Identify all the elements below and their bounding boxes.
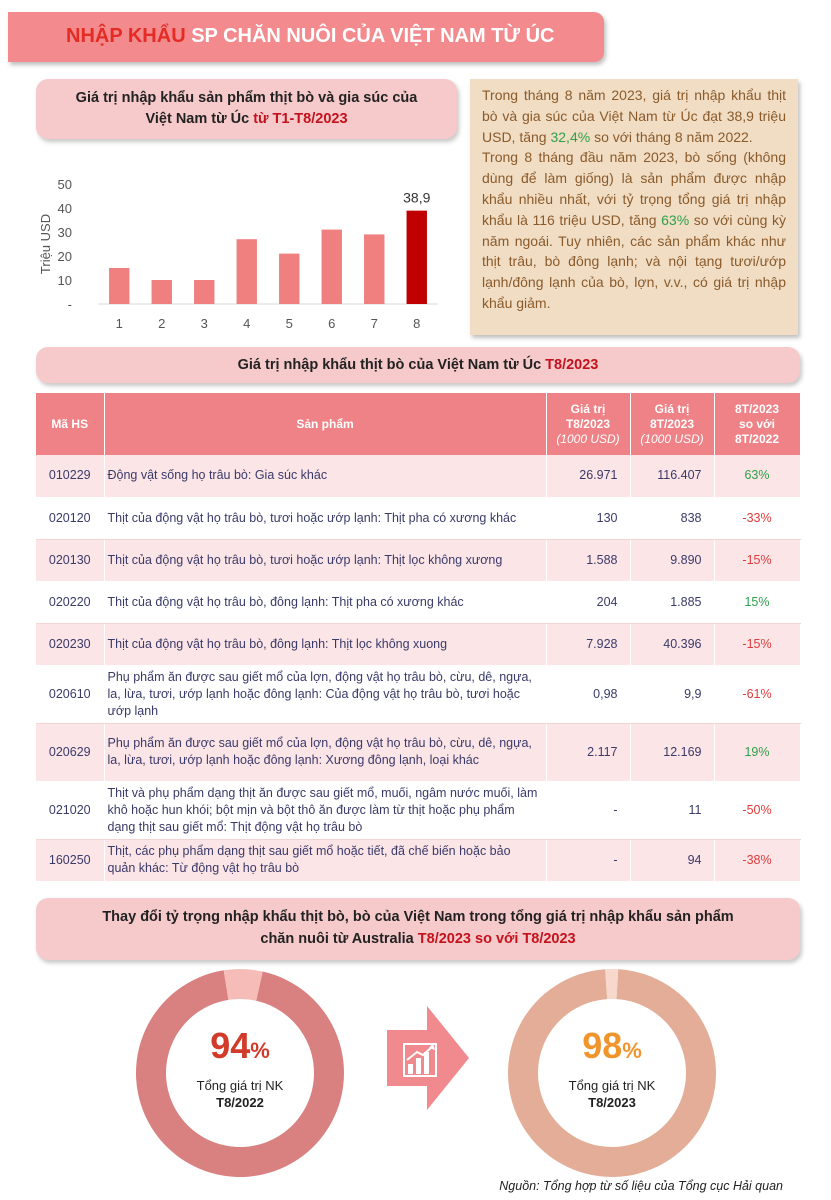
cell-change: 15% [714, 581, 800, 623]
header-value-8m [630, 393, 714, 455]
header-value-t8-l1: Giá trị [570, 401, 606, 416]
bar-chart-title-highlight: từ T1-T8/2023 [253, 111, 348, 127]
share-title-highlight: T8/2023 so với T8/2023 [417, 931, 576, 947]
cell-hs: 020629 [36, 723, 104, 781]
cell-hs: 020220 [36, 581, 104, 623]
cell-hs: 160250 [36, 839, 104, 881]
share-title-line2-text: chăn nuôi từ Australia [260, 931, 418, 947]
cell-change: 63% [714, 455, 800, 497]
summary-p2-pct: 63% [661, 211, 690, 228]
cell-value-t8: 204 [546, 581, 630, 623]
header-value-8m-unit: (1000 USD) [640, 431, 704, 446]
import-table-wrap [36, 393, 800, 882]
cell-value-t8: 130 [546, 497, 630, 539]
bar-chart-xtick: 6 [328, 316, 336, 331]
bar-month-2 [152, 280, 172, 304]
bar-month-1 [109, 268, 129, 304]
header-value-t8 [546, 393, 630, 455]
donut-slice-rest [605, 969, 618, 999]
cell-value-t8: 0,98 [546, 665, 630, 723]
header-change-l2: so với [739, 416, 775, 431]
bar-chart-title [36, 79, 457, 139]
cell-value-8m: 9,9 [630, 665, 714, 723]
donut-value-number-t8-2023: 98 [582, 1025, 623, 1066]
bar-chart-xtick: 3 [200, 316, 208, 331]
summary-p1-text: Trong tháng 8 năm 2023, giá trị nhập khẩu thịt bò và gia súc của Việt Nam từ Úc đạt 38,9 triệu USD, tăng [482, 87, 786, 145]
header-change-l3: 8T/2022 [734, 431, 780, 446]
cell-value-8m: 1.885 [630, 581, 714, 623]
donut-caption-t8-2023: Tổng giá trị NK [568, 1078, 656, 1093]
cell-change: -33% [714, 497, 800, 539]
header-product: Sản phẩm [104, 393, 546, 455]
cell-product: Thịt của động vật họ trâu bò, tươi hoặc ướp lạnh: Thịt lọc không xương [104, 539, 546, 581]
donut-label-t8-2022 [160, 1026, 320, 1111]
cell-hs: 020230 [36, 623, 104, 665]
bar-month-3 [194, 280, 214, 304]
header-value-t8-unit: (1000 USD) [556, 431, 620, 446]
share-title-line1: Thay đổi tỷ trọng nhập khẩu thịt bò, bò của Việt Nam trong tổng giá trị nhập khẩu sản phẩm [102, 909, 734, 925]
cell-product: Thịt và phụ phẩm dạng thịt ăn được sau giết mổ, muối, ngâm nước muối, làm khô hoặc hun khói; bột mịn và bột thô ăn được làm từ thịt hoặc phụ phẩm dạng thịt sau giết mổ: Thịt động vật họ trâu bò [104, 781, 546, 839]
cell-value-t8: 1.588 [546, 539, 630, 581]
page-title-highlight: NHẬP KHẨU [66, 25, 186, 47]
summary-paragraph-2 [482, 147, 786, 313]
share-title [36, 898, 800, 960]
cell-value-t8: 2.117 [546, 723, 630, 781]
summary-p2-text: Trong 8 tháng đầu năm 2023, bò sống (không dùng để làm giống) là sản phẩm được nhập khẩu nhiều nhất, với tỷ trọng tổng giá trị nhập khẩu là 116 triệu USD, tăng [482, 149, 786, 228]
bar-chart-ylabel: Triệu USD [38, 213, 53, 275]
bar-chart-title-line1: Giá trị nhập khẩu sản phẩm thịt bò và gia súc của [75, 90, 418, 106]
page-title [66, 25, 554, 48]
summary-p1-text-end: so với tháng 8 năm 2022. [590, 128, 753, 145]
bar-chart-xtick: 4 [243, 316, 251, 331]
bar-chart-xtick: 8 [413, 316, 421, 331]
cell-change: 19% [714, 723, 800, 781]
cell-value-8m: 11 [630, 781, 714, 839]
cell-value-8m: 12.169 [630, 723, 714, 781]
table-header-row [36, 393, 800, 455]
summary-p1-pct: 32,4% [550, 128, 591, 145]
growth-chart-arrow-icon [387, 1006, 469, 1110]
bar-chart-ytick: 40 [57, 201, 72, 216]
cell-value-8m: 94 [630, 839, 714, 881]
donut-label-t8-2023 [532, 1026, 692, 1111]
cell-hs: 010229 [36, 455, 104, 497]
table-row [36, 839, 800, 881]
table-row [36, 723, 800, 781]
bar-chart-xtick: 2 [158, 316, 166, 331]
header-value-t8-l2: T8/2023 [565, 416, 611, 431]
summary-box [470, 79, 798, 335]
cell-hs: 020130 [36, 539, 104, 581]
table-title-text: Giá trị nhập khẩu thịt bò của Việt Nam từ Úc [237, 357, 546, 373]
bar-month-8 [407, 211, 427, 304]
donut-value-number-t8-2022: 94 [210, 1025, 251, 1066]
table-row [36, 623, 800, 665]
page-title-rest: SP CHĂN NUÔI CỦA VIỆT NAM TỪ ÚC [185, 25, 555, 47]
source-note: Nguồn: Tổng hợp từ số liệu của Tổng cục Hải quan [499, 1179, 783, 1193]
cell-product: Thịt của động vật họ trâu bò, đông lạnh: Thịt pha có xương khác [104, 581, 546, 623]
table-title-highlight: T8/2023 [545, 357, 599, 373]
cell-change: -15% [714, 623, 800, 665]
cell-product: Thịt của động vật họ trâu bò, tươi hoặc ướp lạnh: Thịt pha có xương khác [104, 497, 546, 539]
bar-month-4 [237, 239, 257, 304]
donut-value-t8-2023 [532, 1026, 692, 1071]
cell-product: Phụ phẩm ăn được sau giết mổ của lợn, động vật họ trâu bò, cừu, dê, ngựa, la, lừa, tươi, ướp lạnh hoặc đông lạnh: Của động vật họ trâu bò, tươi hoặc ướp lạnh [104, 665, 546, 723]
header-hs: Mã HS [36, 393, 104, 455]
cell-change: -38% [714, 839, 800, 881]
bar-month-7 [364, 234, 384, 304]
bar-chart-title-line2 [36, 109, 457, 130]
table-row [36, 539, 800, 581]
cell-value-t8: 7.928 [546, 623, 630, 665]
cell-change: -61% [714, 665, 800, 723]
donut-period-t8-2023: T8/2023 [588, 1095, 636, 1110]
bar-chart-title-line2-text: Việt Nam từ Úc [145, 111, 254, 127]
donut-slice-rest [224, 969, 263, 1001]
bar-chart-ytick: 10 [57, 273, 72, 288]
import-table [36, 393, 801, 882]
cell-value-8m: 9.890 [630, 539, 714, 581]
table-title [36, 347, 800, 383]
table-row [36, 781, 800, 839]
header-value-8m-l1: Giá trị [654, 401, 690, 416]
table-row [36, 581, 800, 623]
summary-paragraph-1 [482, 85, 786, 147]
bar-chart-ytick: 50 [57, 177, 72, 192]
donut-value-suffix-t8-2022: % [250, 1038, 270, 1063]
cell-value-8m: 40.396 [630, 623, 714, 665]
cell-hs: 021020 [36, 781, 104, 839]
bar-chart-data-label: 38,9 [403, 189, 431, 206]
bar-chart-xtick: 5 [285, 316, 293, 331]
table-row [36, 497, 800, 539]
cell-hs: 020120 [36, 497, 104, 539]
bar-month-6 [322, 230, 342, 304]
bar-chart-ytick: 20 [57, 249, 72, 264]
table-row [36, 665, 800, 723]
share-title-line2 [36, 928, 800, 950]
cell-hs: 020610 [36, 665, 104, 723]
cell-value-t8: - [546, 839, 630, 881]
bar-chart-ytick: - [67, 297, 72, 312]
table-row [36, 455, 800, 497]
donut-value-t8-2022 [160, 1026, 320, 1071]
header-value-8m-l2: 8T/2023 [649, 416, 695, 431]
cell-product: Phụ phẩm ăn được sau giết mổ của lợn, động vật họ trâu bò, cừu, dê, ngựa, la, lừa, tươi, ướp lạnh hoặc đông lạnh: Xương đông lạnh, loại khác [104, 723, 546, 781]
cell-value-8m: 838 [630, 497, 714, 539]
donut-caption-t8-2022: Tổng giá trị NK [196, 1078, 284, 1093]
donut-period-t8-2022: T8/2022 [216, 1095, 264, 1110]
bar-chart [30, 160, 450, 340]
cell-change: -50% [714, 781, 800, 839]
cell-product: Thịt của động vật họ trâu bò, đông lạnh: Thịt lọc không xuong [104, 623, 546, 665]
summary-p2-text-end: so với cùng kỳ năm ngoái. Tuy nhiên, các sản phẩm khác như thịt trâu, bò đông lạnh; và nội tạng tươi/ướp lạnh/đông lạnh của bò, lợn, v.v., có giá trị nhập khẩu giảm. [482, 211, 787, 311]
bar-chart-xtick: 7 [370, 316, 378, 331]
bar-month-5 [279, 254, 299, 304]
donut-value-suffix-t8-2023: % [622, 1038, 642, 1063]
bar-chart-ytick: 30 [57, 225, 72, 240]
cell-product: Thịt, các phụ phẩm dạng thịt sau giết mổ hoặc tiết, đã chế biến hoặc bảo quản khác: Từ động vật họ trâu bò [104, 839, 546, 881]
cell-product: Động vật sống họ trâu bò: Gia súc khác [104, 455, 546, 497]
cell-value-8m: 116.407 [630, 455, 714, 497]
header-change-l1: 8T/2023 [734, 401, 780, 416]
cell-value-t8: 26.971 [546, 455, 630, 497]
cell-change: -15% [714, 539, 800, 581]
bar-chart-xtick: 1 [115, 316, 123, 331]
cell-value-t8: - [546, 781, 630, 839]
header-change [714, 393, 800, 455]
